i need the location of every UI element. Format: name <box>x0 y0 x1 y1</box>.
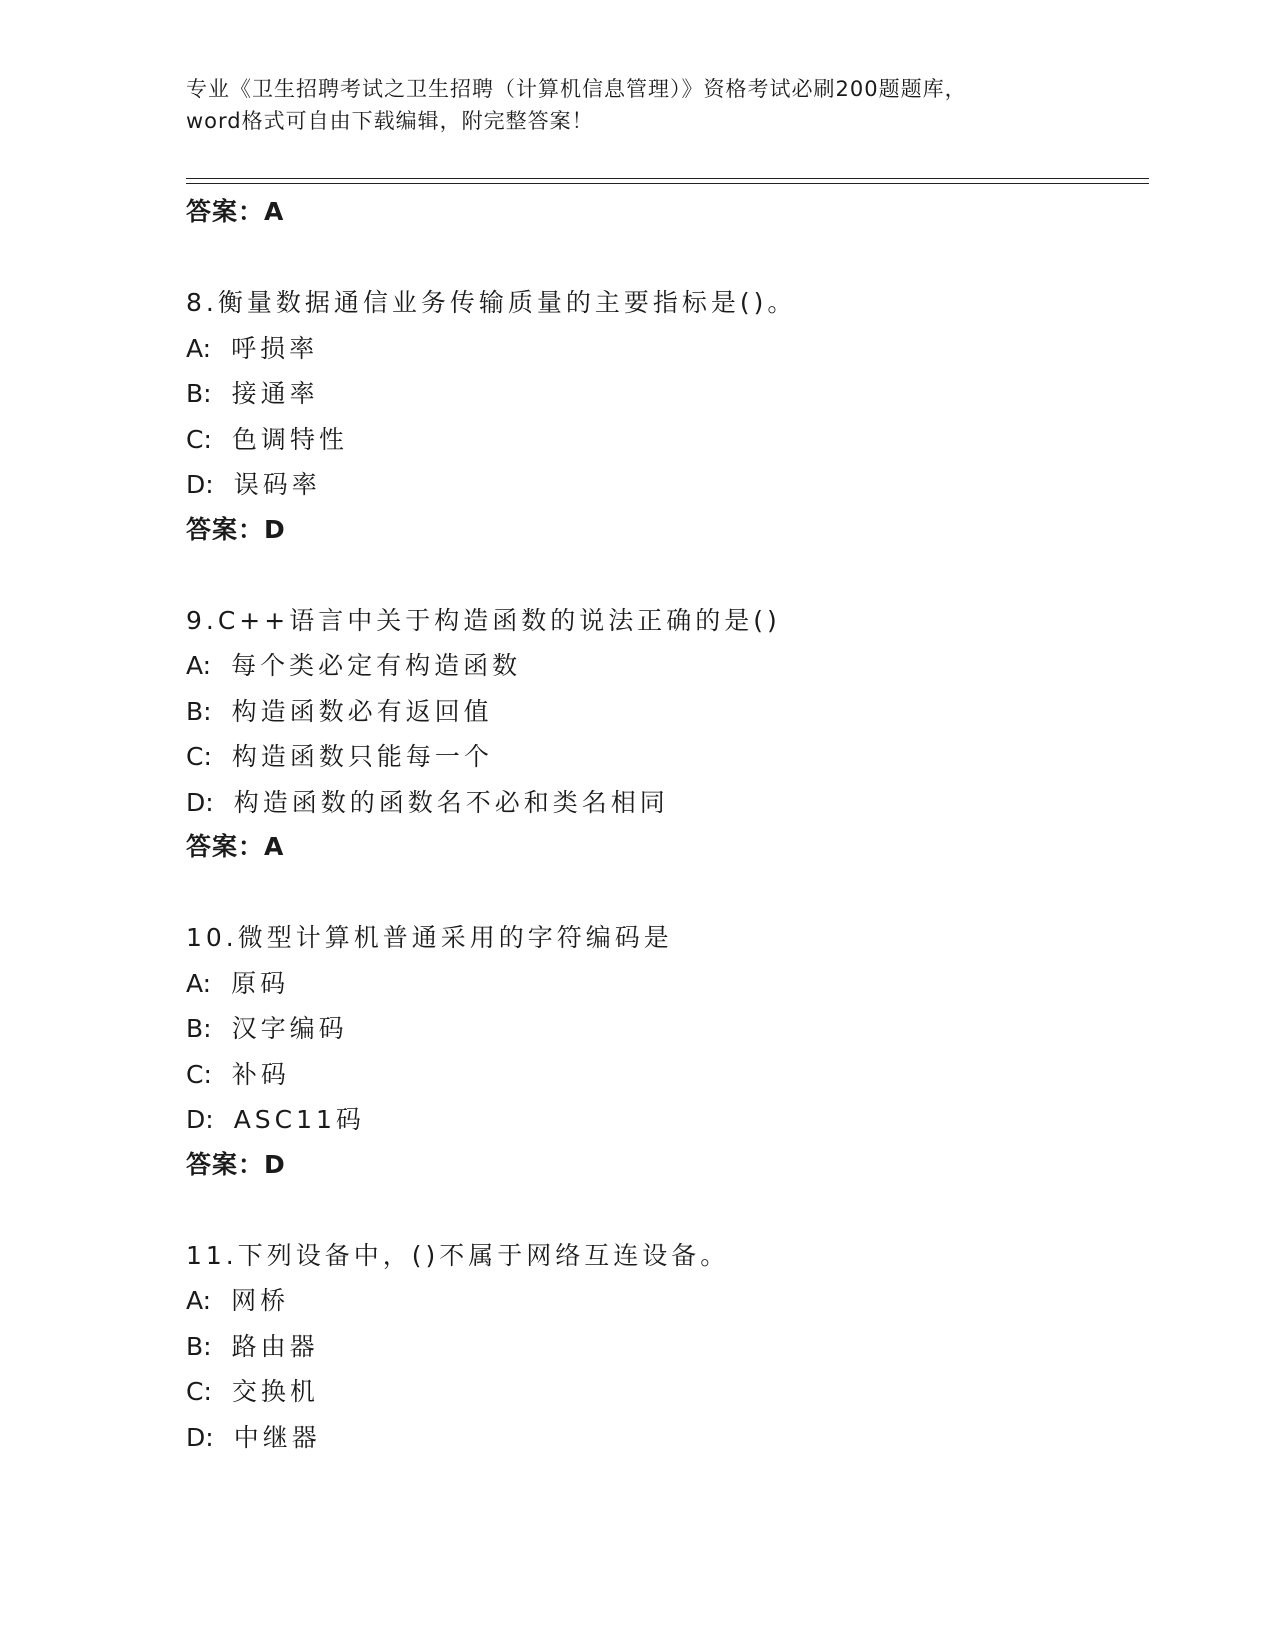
option-b <box>186 1324 1146 1370</box>
option-letter: D: <box>186 470 214 499</box>
option-letter: A: <box>186 333 212 363</box>
option-a <box>186 1278 1146 1324</box>
option-text: 构造函数只能每一个 <box>231 742 493 771</box>
question-stem: 9.C++语言中关于构造函数的说法正确的是() <box>186 605 781 635</box>
option-letter: C: <box>186 742 212 771</box>
option-letter: A: <box>186 651 212 680</box>
option-letter: C: <box>186 424 212 454</box>
option-d <box>186 1097 1146 1143</box>
option-letter: A: <box>186 1286 212 1315</box>
question-stem: 10.微型计算机普通采用的字符编码是 <box>186 923 673 952</box>
option-text: 路由器 <box>231 1331 319 1361</box>
option-a <box>186 643 1146 689</box>
option-letter: D: <box>186 787 214 817</box>
option-a <box>186 326 1146 372</box>
option-letter: D: <box>186 1422 214 1452</box>
option-c <box>186 1369 1146 1415</box>
question-item <box>186 598 1146 870</box>
option-d <box>186 780 1146 826</box>
option-text: 原码 <box>231 968 290 998</box>
option-text: 构造函数的函数名不必和类名相同 <box>233 787 669 817</box>
option-text: 网桥 <box>231 1286 290 1315</box>
option-d <box>186 462 1146 508</box>
option-c <box>186 417 1146 463</box>
question-item <box>186 915 1146 1187</box>
option-text: 构造函数必有返回值 <box>231 696 493 726</box>
header-line-1: 专业《卫生招聘考试之卫生招聘（计算机信息管理）》资格考试必刷200题题库， <box>186 77 967 101</box>
option-letter: B: <box>186 1014 212 1043</box>
option-text: 交换机 <box>231 1377 319 1406</box>
option-text: 每个类必定有构造函数 <box>231 651 522 680</box>
option-letter: D: <box>186 1105 214 1134</box>
option-text: 接通率 <box>231 379 319 408</box>
option-d <box>186 1415 1146 1461</box>
question-item <box>186 280 1146 552</box>
header-divider <box>186 178 1149 184</box>
option-b <box>186 689 1146 735</box>
answer-line: 答案：D <box>186 514 286 544</box>
option-text: 呼损率 <box>231 333 319 363</box>
question-stem: 8.衡量数据通信业务传输质量的主要指标是()。 <box>186 288 797 317</box>
option-letter: B: <box>186 379 212 408</box>
answer-line: 答案：D <box>186 1149 286 1179</box>
option-letter: B: <box>186 696 212 726</box>
option-text: 色调特性 <box>231 424 348 454</box>
option-letter: C: <box>186 1377 212 1406</box>
option-text: 汉字编码 <box>231 1014 348 1043</box>
option-text: 中继器 <box>233 1422 321 1452</box>
answer-line: 答案：A <box>186 832 285 861</box>
option-b <box>186 371 1146 417</box>
option-b <box>186 1006 1146 1052</box>
question-list <box>186 190 1146 1460</box>
answer-line: 答案：A <box>186 197 285 226</box>
question-stem: 11.下列设备中，()不属于网络互连设备。 <box>186 1240 730 1270</box>
document-header <box>186 73 1086 137</box>
option-c <box>186 734 1146 780</box>
option-text: 补码 <box>231 1059 290 1089</box>
option-text: 误码率 <box>233 470 321 499</box>
header-line-2: word格式可自由下载编辑，附完整答案！ <box>186 109 594 133</box>
question-item <box>186 1233 1146 1461</box>
option-a <box>186 961 1146 1007</box>
option-c <box>186 1052 1146 1098</box>
option-letter: A: <box>186 968 212 998</box>
option-letter: B: <box>186 1331 212 1361</box>
option-text: ASC11码 <box>233 1105 365 1134</box>
option-letter: C: <box>186 1059 212 1089</box>
